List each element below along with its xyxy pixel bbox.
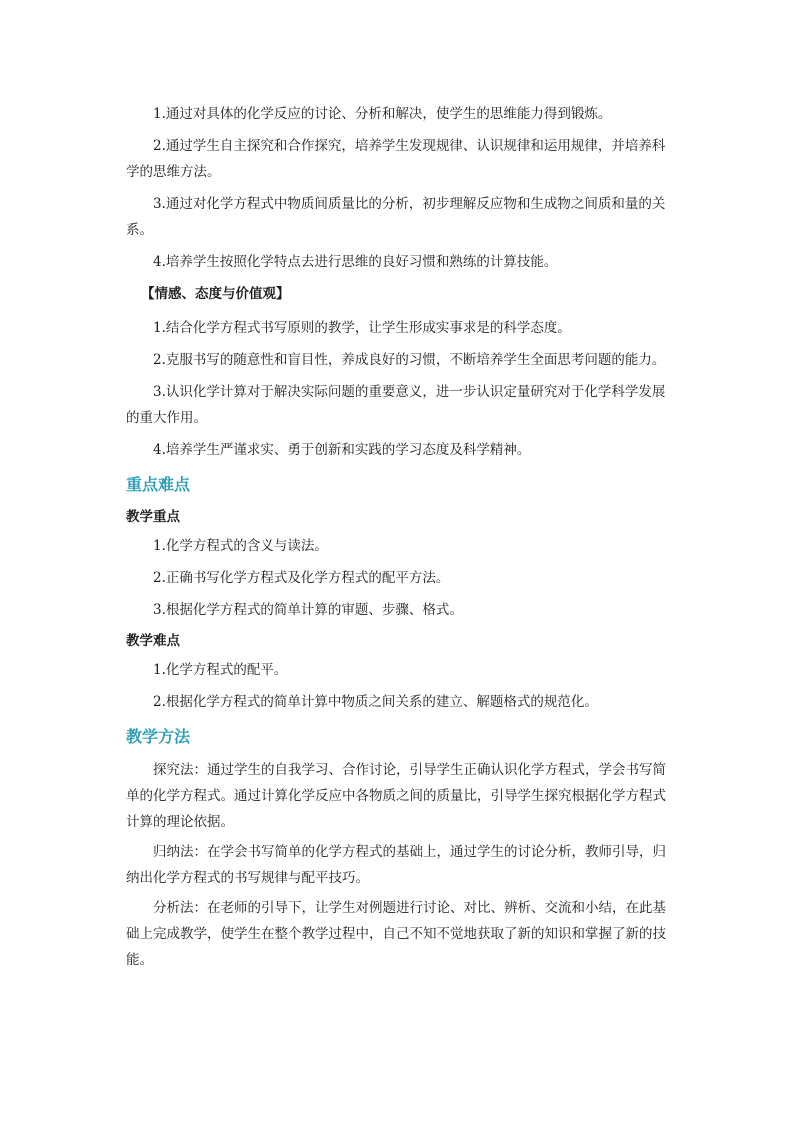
- list-item: 4.培养学生严谨求实、勇于创新和实践的学习态度及科学精神。: [153, 442, 531, 458]
- key-points-list: [126, 533, 672, 623]
- list-item: 2.根据化学方程式的简单计算中物质之间关系的建立、解题格式的规范化。: [153, 694, 598, 710]
- difficult-points-title: 教学难点: [126, 633, 180, 649]
- list-item: 2.克服书写的随意性和盲目性，养成良好的习惯，不断培养学生全面思考问题的能力。: [153, 352, 666, 368]
- list-item: 3.根据化学方程式的简单计算的审题、步骤、格式。: [153, 602, 463, 618]
- difficult-points-list: [126, 657, 672, 715]
- document-content: [126, 101, 672, 977]
- list-item: 1.化学方程式的含义与读法。: [153, 538, 328, 554]
- emotion-heading: 【情感、态度与价值观】: [141, 286, 290, 302]
- method-paragraph: 分析法：在老师的引导下，让学生对例题进行讨论、对比、辨析、交流和小结，在此基础上完成教学，使学生在整个教学过程中，自己不知不觉地获取了新的知识和掌握了新的技能。: [126, 900, 666, 968]
- list-item: 3.认识化学计算对于解决实际问题的重要意义，进一步认识定量研究对于化学科学发展的重大作用。: [126, 384, 666, 426]
- ability-list: [126, 101, 672, 275]
- method-paragraph: 探究法：通过学生的自我学习、合作讨论，引导学生正确认识化学方程式，学会书写简单的化学方程式。通过计算化学反应中各物质之间的质量比，引导学生探究根据化学方程式计算的理论依据。: [126, 762, 666, 830]
- list-item: 4.培养学生按照化学特点去进行思维的良好习惯和熟练的计算技能。: [153, 254, 558, 270]
- methods-list: [126, 757, 672, 973]
- key-points-title: 教学重点: [126, 509, 180, 525]
- list-item: 1.通过对具体的化学反应的讨论、分析和解决，使学生的思维能力得到锻炼。: [153, 106, 612, 122]
- method-paragraph: 归纳法：在学会书写简单的化学方程式的基础上，通过学生的讨论分析，教师引导，归纳出化学方程式的书写规律与配平技巧。: [126, 844, 666, 886]
- list-item: 2.正确书写化学方程式及化学方程式的配平方法。: [153, 570, 450, 586]
- list-item: 2.通过学生自主探究和合作探究，培养学生发现规律、认识规律和运用规律，并培养科学的思维方法。: [126, 138, 666, 180]
- key-section-title: 重点难点: [126, 475, 191, 494]
- list-item: 1.结合化学方程式书写原则的教学，让学生形成实事求是的科学态度。: [153, 320, 571, 336]
- list-item: 3.通过对化学方程式中物质间质量比的分析，初步理解反应物和生成物之间质和量的关系。: [126, 196, 666, 238]
- emotion-list: [126, 315, 672, 463]
- method-section-title: 教学方法: [126, 727, 191, 746]
- list-item: 1.化学方程式的配平。: [153, 662, 288, 678]
